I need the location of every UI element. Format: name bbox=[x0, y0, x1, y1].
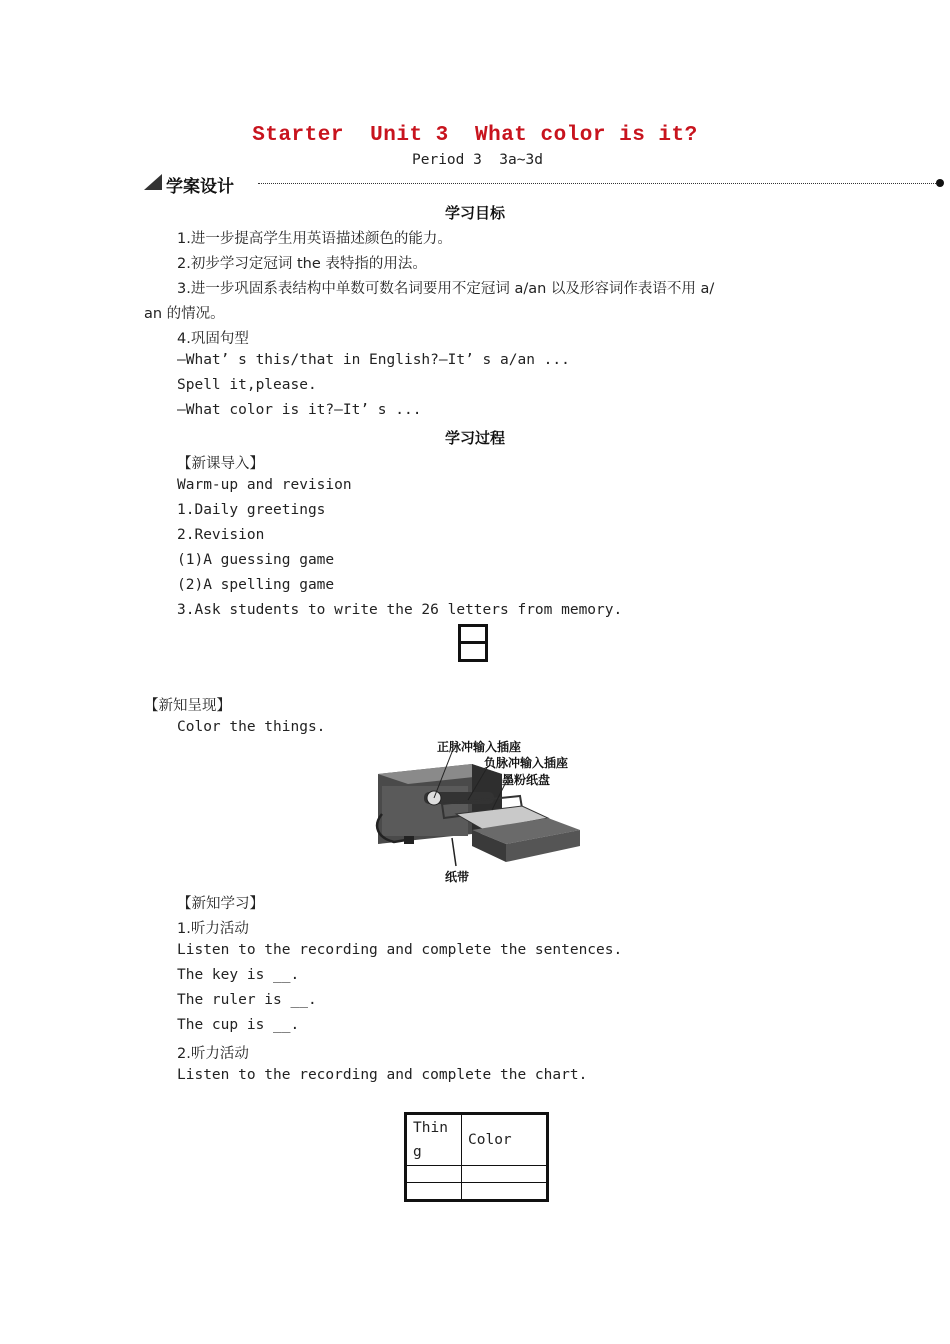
objective-item: 2.初步学习定冠词 the 表特指的用法。 bbox=[177, 256, 427, 272]
objective-item: —What’ s this/that in English?—It’ s a/an ... bbox=[177, 352, 570, 368]
intro-item: 1.Daily greetings bbox=[177, 502, 326, 518]
banner-label: 学案设计 bbox=[166, 177, 234, 197]
device-figure bbox=[372, 734, 582, 884]
process-heading: 学习过程 bbox=[444, 429, 505, 447]
page-title: Starter Unit 3 What color is it? bbox=[252, 124, 698, 147]
intro-item: (2)A spelling game bbox=[177, 577, 335, 593]
objective-item: Spell it,please. bbox=[177, 377, 317, 393]
table-cell[interactable] bbox=[462, 1166, 548, 1183]
figure-label: 纸带 bbox=[445, 870, 470, 884]
divided-box-icon bbox=[458, 624, 488, 662]
table-row bbox=[406, 1166, 548, 1183]
learn-item: Listen to the recording and complete the sentences. bbox=[177, 942, 623, 958]
section-label-intro: 【新课导入】 bbox=[177, 456, 264, 472]
figure-label: 墨粉纸盘 bbox=[502, 773, 551, 787]
intro-item: 2.Revision bbox=[177, 527, 265, 543]
objectives-heading: 学习目标 bbox=[444, 204, 505, 222]
learn-item: The key is __. bbox=[177, 967, 300, 983]
learn-item: 1.听力活动 bbox=[177, 921, 249, 937]
intro-item: 3.Ask students to write the 26 letters from memory. bbox=[177, 602, 623, 618]
table-header-row bbox=[406, 1114, 548, 1166]
learn-item: The ruler is __. bbox=[177, 992, 317, 1008]
learn-item: The cup is __. bbox=[177, 1017, 300, 1033]
figure-label: 负脉冲输入插座 bbox=[484, 756, 569, 770]
learn-item: Listen to the recording and complete the chart. bbox=[177, 1067, 588, 1083]
intro-item: (1)A guessing game bbox=[177, 552, 335, 568]
banner-dotted-divider bbox=[258, 183, 938, 184]
section-label-present: 【新知呈现】 bbox=[144, 698, 231, 714]
table-cell[interactable] bbox=[406, 1166, 462, 1183]
header-cell-thing: Thin g bbox=[406, 1114, 462, 1166]
period-subtitle: Period 3 3a~3d bbox=[412, 152, 543, 168]
learn-item: 2.听力活动 bbox=[177, 1046, 249, 1062]
section-label-learn: 【新知学习】 bbox=[177, 896, 264, 912]
table-cell[interactable] bbox=[462, 1183, 548, 1201]
header-cell-color: Color bbox=[462, 1114, 548, 1166]
intro-item: Warm-up and revision bbox=[177, 477, 352, 493]
figure-label: 正脉冲输入插座 bbox=[437, 740, 522, 754]
objective-item: 4.巩固句型 bbox=[177, 331, 249, 347]
table-row bbox=[406, 1183, 548, 1201]
objective-item: 1.进一步提高学生用英语描述颜色的能力。 bbox=[177, 231, 452, 247]
objective-item: —What color is it?—It’ s ... bbox=[177, 402, 422, 418]
banner-end-dot-icon bbox=[936, 179, 944, 187]
present-text: Color the things. bbox=[177, 719, 326, 735]
answer-chart-table bbox=[404, 1112, 549, 1202]
objective-item: an 的情况。 bbox=[144, 306, 225, 322]
table-cell[interactable] bbox=[406, 1183, 462, 1201]
objective-item: 3.进一步巩固系表结构中单数可数名词要用不定冠词 a/an 以及形容词作表语不用 a/ bbox=[177, 281, 715, 297]
